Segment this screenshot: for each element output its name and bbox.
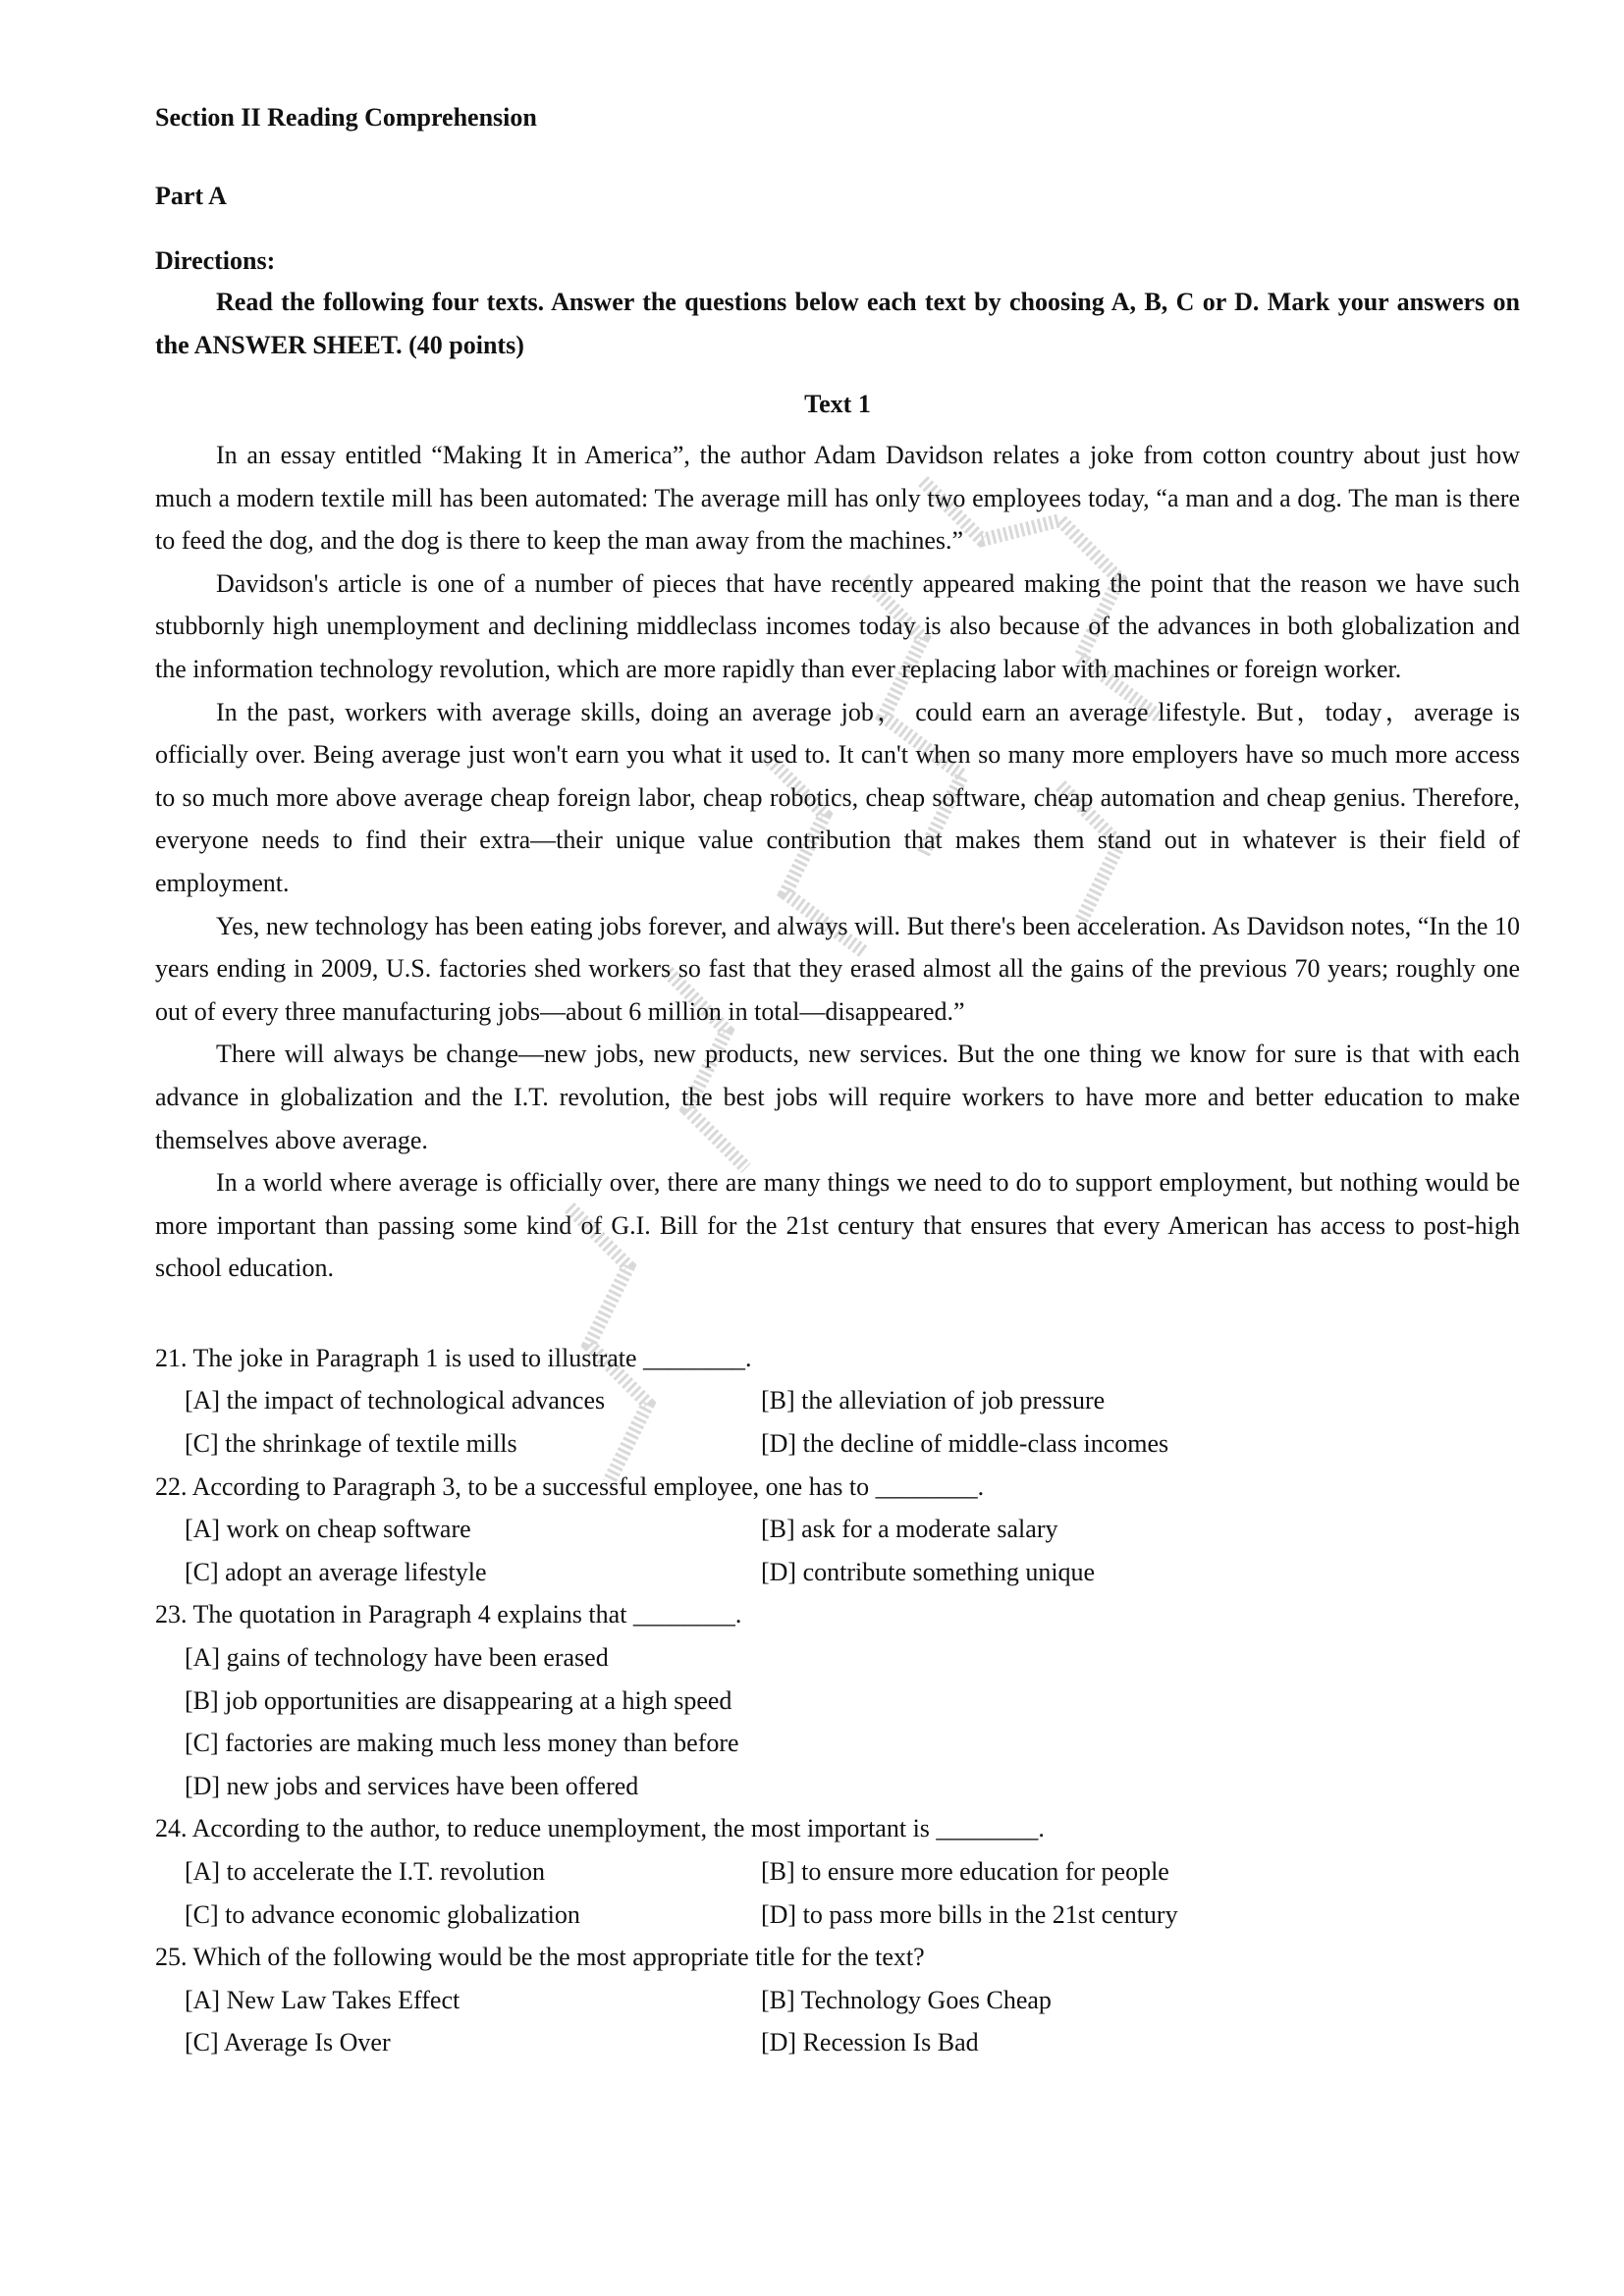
question-24-options-row-2: [155, 1894, 1520, 1937]
passage-paragraph: In an essay entitled “Making It in America”, the author Adam Davidson relates a joke from cotton country about just how much a modern textile mill has been automated: The average mill has only two employees today, “a man and a dog. The man is there to feed the dog, and the dog is there to keep the man away from the machines.”: [155, 441, 1520, 556]
question-21-options-row-1: [155, 1379, 1520, 1422]
question-25-option-c: [C] Average Is Over: [185, 2028, 391, 2057]
passage-paragraph: In a world where average is officially over, there are many things we need to do to support employment, but nothing would be more important than passing some kind of G.I. Bill for the 21st century that ensures that every American has access to post-high school education.: [155, 1168, 1520, 1283]
directions-label: Directions:: [155, 246, 276, 275]
question-24-option-a: [A] to accelerate the I.T. revolution: [185, 1857, 545, 1886]
passage-paragraph: Davidson's article is one of a number of pieces that have recently appeared making the point that the reason we have such stubbornly high unemployment and declining middleclass incomes today is also because of the advances in both globalization and the information technology revolution, which are more rapidly than ever replacing labor with machines or foreign worker.: [155, 568, 1520, 683]
question-21-option-a: [A] the impact of technological advances: [185, 1386, 606, 1415]
question-23-option-d: [D] new jobs and services have been offered: [185, 1771, 639, 1800]
question-25-stem: 25. Which of the following would be the most appropriate title for the text?: [155, 1943, 925, 1972]
passage-paragraph: In the past, workers with average skills, doing an average job， could earn an average lifestyle. But，today，average is officially over. Being average just won't earn you what it used to. It can't when so many more employers have so much more access to so much more above average cheap foreign labor, cheap robotics, cheap software, cheap automation and cheap genius. Therefore, everyone needs to find their extra—their unique value contribution that makes them stand out in whatever is their field of employment.: [155, 697, 1520, 897]
question-24-option-d: [D] to pass more bills in the 21st century: [761, 1899, 1178, 1929]
question-22-options-row-1: [155, 1508, 1520, 1551]
question-22-option-a: [A] work on cheap software: [185, 1515, 471, 1544]
question-24-stem: 24. According to the author, to reduce unemployment, the most important is ________.: [155, 1814, 1045, 1843]
question-25-option-d: [D] Recession Is Bad: [761, 2028, 979, 2057]
question-24-options-row-1: [155, 1850, 1520, 1894]
question-23-option-b: [B] job opportunities are disappearing at a high speed: [185, 1685, 732, 1715]
question-22-stem: 22. According to Paragraph 3, to be a successful employee, one has to ________.: [155, 1471, 985, 1501]
question-25-option-b: [B] Technology Goes Cheap: [761, 1985, 1052, 2014]
passage-paragraph: Yes, new technology has been eating jobs forever, and always will. But there's been acceleration. As Davidson notes, “In the 10 years ending in 2009, U.S. factories shed workers so fast that they erased almost all the gains of the previous 70 years; roughly one out of every three manufacturing jobs—about 6 million in total—disappeared.”: [155, 911, 1520, 1026]
question-21-stem: 21. The joke in Paragraph 1 is used to illustrate ________.: [155, 1343, 752, 1372]
passage: [155, 434, 1520, 1290]
section-title: Section II Reading Comprehension: [155, 103, 537, 132]
directions-text: Read the following four texts. Answer the questions below each text by choosing A, B, C or D. Mark your answers on the ANSWER SHEET. (40 points): [155, 288, 1520, 359]
question-list: [155, 1337, 1520, 2064]
question-21-option-c: [C] the shrinkage of textile mills: [185, 1429, 517, 1459]
question-23-option-a: [A] gains of technology have been erased: [185, 1643, 609, 1673]
part-title: Part A: [155, 182, 227, 210]
question-24-option-c: [C] to advance economic globalization: [185, 1899, 580, 1929]
question-23-stem: 23. The quotation in Paragraph 4 explains that ________.: [155, 1600, 742, 1629]
question-22-option-c: [C] adopt an average lifestyle: [185, 1557, 487, 1586]
question-25-option-a: [A] New Law Takes Effect: [185, 1985, 460, 2014]
question-21-options-row-2: [155, 1422, 1520, 1466]
passage-paragraph: There will always be change—new jobs, new products, new services. But the one thing we know for sure is that with each advance in globalization and the I.T. revolution, the best jobs will require workers to have more and better education to make themselves above average.: [155, 1040, 1520, 1154]
text-title: Text 1: [804, 390, 871, 418]
question-22-option-b: [B] ask for a moderate salary: [761, 1515, 1058, 1544]
question-23-option-c: [C] factories are making much less money than before: [185, 1729, 739, 1758]
question-22-option-d: [D] contribute something unique: [761, 1557, 1096, 1586]
question-24-option-b: [B] to ensure more education for people: [761, 1857, 1169, 1886]
question-21-option-d: [D] the decline of middle-class incomes: [761, 1429, 1169, 1459]
question-22-options-row-2: [155, 1551, 1520, 1594]
question-25-options-row-2: [155, 2021, 1520, 2064]
question-21-option-b: [B] the alleviation of job pressure: [761, 1386, 1106, 1415]
question-25-options-row-1: [155, 1979, 1520, 2022]
exam-page: [155, 98, 1520, 2064]
